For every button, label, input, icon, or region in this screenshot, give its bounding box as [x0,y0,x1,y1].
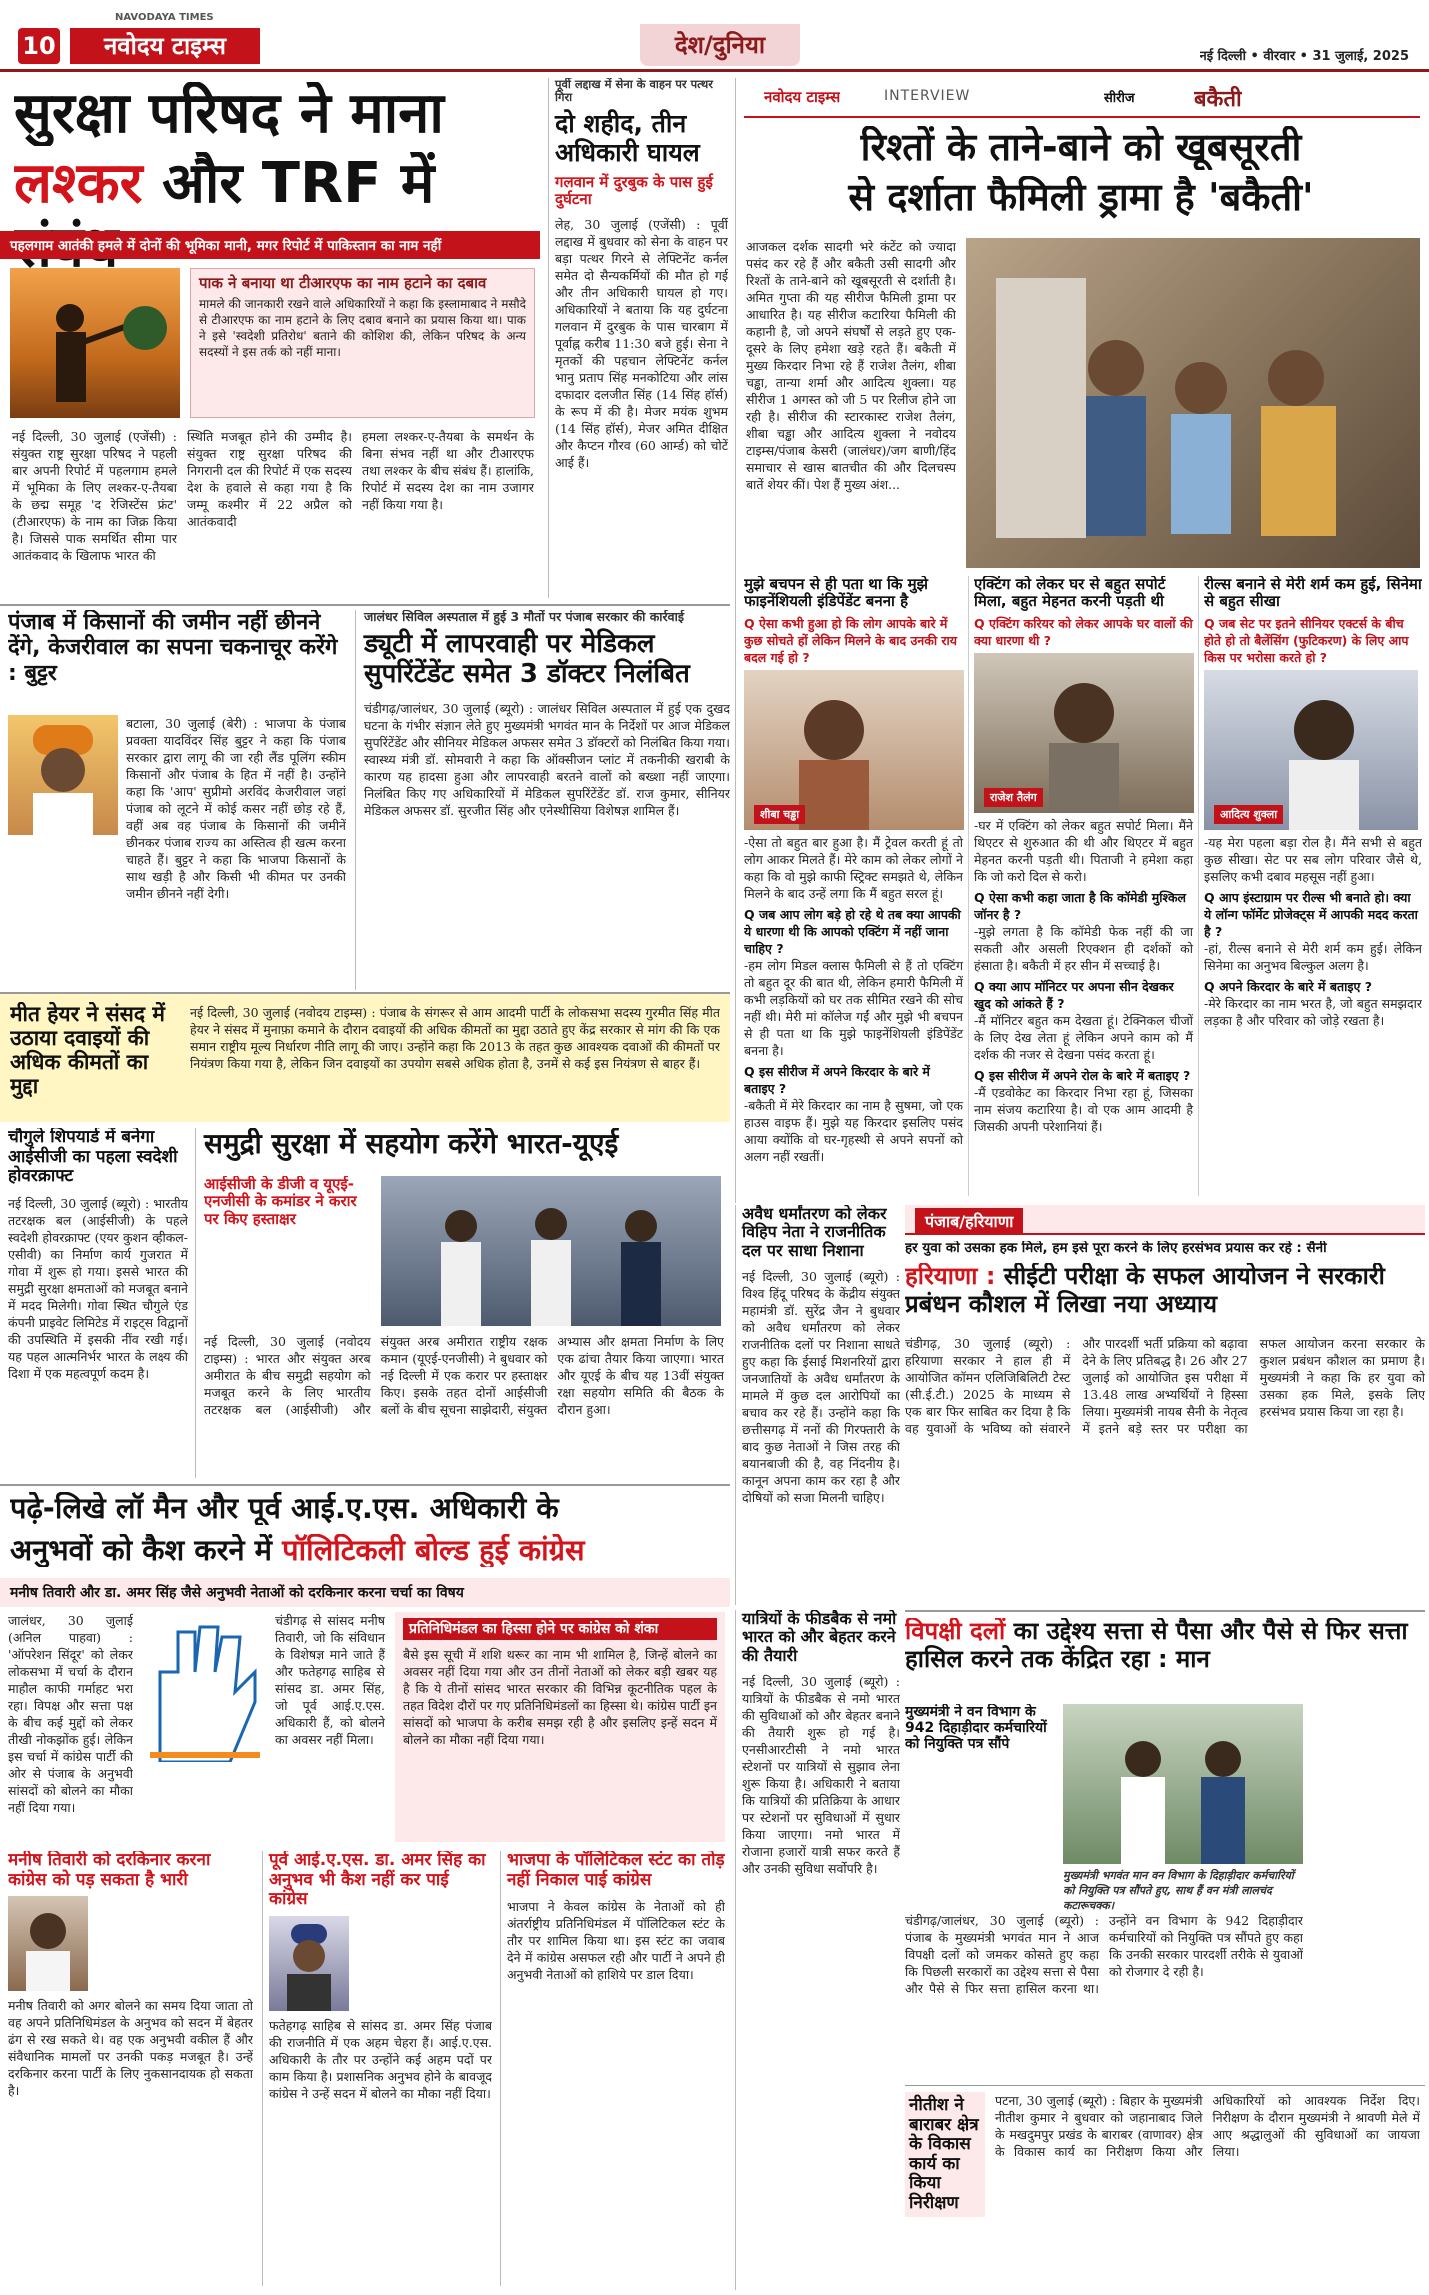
jalandhar-kicker: जालंधर सिविल अस्पताल में हुई 3 मौतों पर पंजाब सरकार की कार्रवाई [364,610,684,624]
col2-q3: Q क्या आप मॉनिटर पर अपना सीन देखकर खुद को आंकते हैं ? [974,978,1174,1011]
congress-hand-icon [140,1612,270,1762]
meet-hayer-title: मीत हेयर ने संसद में उठाया दवाइयों की अधिक कीमतों का मुद्दा [10,1002,165,1099]
punjab-haryana-title [905,1263,1425,1318]
section-banner-label: पंजाब/हरियाणा [915,1208,1023,1234]
congress-title-2 [10,1534,725,1567]
interview-col-1 [744,576,969,1196]
congress-hand-logo [140,1612,270,1762]
col3-q3: Q अपने किरदार के बारे में बताइए ? [1204,978,1372,994]
shipyard-story [8,1128,188,1478]
yatri-title: यात्रियों के फीडबैक से नमो भारत को और बेहतर करने की तैयारी [742,1610,897,1665]
rajesh-caption: राजेश तैलंग [984,788,1043,807]
col2-q2: Q ऐसा कभी कहा जाता है कि कॉमेडी मुश्किल जॉनर है ? [974,889,1187,922]
punjab-haryana-title-red: हरियाणा : [905,1263,996,1290]
shipyard-title: चौगुले शिपयार्ड में बनेगा आईसीजी का पहला स्वदेशी होवरक्राफ्ट [8,1128,178,1187]
lead-col-2: स्थिति मजबूत होने की उम्मीद है। संयुक्त राष्ट्र सुरक्षा परिषद की निगरानी दल की रिपोर्ट में एक सदस्य देश के हवाले से कहा गया है कि जम्मू कश्मीर में 22 अप्रैल को आतंकवादी [187,429,352,529]
mann-caption: मुख्यमंत्री भगवंत मान वन विभाग के दिहाड़ीदार कर्मचारियों को नियुक्ति पत्र सौंपते हुए, साथ हैं वन मंत्री लालचंद कटारूचक्क। [1063,1869,1294,1912]
meet-hayer-text: नई दिल्ली, 30 जुलाई (नवोदय टाइम्स) : पंजाब के संगरूर से आम आदमी पार्टी के लोकसभा सदस्य गुरमीत सिंह मीत हेयर ने संसद में मुनाफ़ा कमाने के दौरान दवाइयों की अधिक कीमतों का मुद्दा उठाते हुए केंद्र सरकार से मांग की कि एक समान राष्ट्रीय मूल्य निर्धारण नीति लागू की जाए। उन्होंने कहा कि 2013 के तहत कुछ आवश्यक दवाओं की कीमतों पर नियंत्रण किया गया है, लेकिन जिन दवाइयों का उपयोग सबसे अधिक होता है, उनमें से कई इस नियंत्रण से बाहर हैं। [190,1005,720,1071]
interview-section [735,78,1425,1203]
col1-text2: -हम लोग मिडल क्लास फैमिली से हैं तो एक्टिंग तो बहुत दूर की बात थी, लेकिन हमारी फैमिली में कभी लड़कियों को घर तक सीमित रखने की सोच नहीं थी। मेरी मां कॉलेज गईं और मुझे भी बचपन से ही पता था कि मुझे फाइनेंशियली इंडिपेंडेंट बनना है। [744,957,963,1058]
punjab-haryana-title-rest: सीईटी परीक्षा के सफल आयोजन ने सरकारी प्रबंधन कौशल में लिखा नया अध्याय [905,1263,1385,1318]
lead-title-red: लश्कर [14,152,143,216]
lead-col-1: नई दिल्ली, 30 जुलाई (एजेंसी) : संयुक्त राष्ट्र सुरक्षा परिषद ने पहली बार अपनी रिपोर्ट में पहलगाम हमले में भूमिका के लिए लश्कर-ए-तैयबा के छद्म समूह 'द रेजिस्टेंस फ्रंट' (टीआरएफ) के नाम का जिक्र किया है। जिससे पाक समर्थित सीमा पार आतंकवाद के खिलाफ भारत की [12,429,177,563]
col2-text1: -घर में एक्टिंग को लेकर बहुत सपोर्ट मिला। मैंने थिएटर से शुरुआत की थी और थिएटर में बहुत मेहनत करनी पड़ती थी। पिताजी ने हमेशा कहा कि जो करो दिल से करो। [974,817,1193,884]
maritime-story [195,1128,730,1478]
mann-photo [1063,1704,1303,1864]
sheeba-photo [744,670,964,830]
maritime-title: समुद्री सुरक्षा में सहयोग करेंगे भारत-यूएई [204,1128,619,1160]
buttar-photo [8,715,118,835]
maritime-sub: आईसीजी के डीजी व यूएई-एनजीसी के कमांडर ने करार पर किए हस्ताक्षर [204,1176,357,1228]
punjab-kejriwal-story [8,610,346,990]
col1-head: मुझे बचपन से ही पता था कि मुझे फाइनेंशियली इंडिपेंडेंट बनना है [744,576,928,611]
lead-story [0,78,540,598]
col1-q2: Q जब आप लोग बड़े हो रहे थे तब क्या आपकी ये धारणा थी कि आपको एक्टिंग में नहीं जाना चाहिए ? [744,906,961,956]
punjab-kejriwal-text: बटाला, 30 जुलाई (बेरी) : भाजपा के पंजाब प्रवक्ता यादविंदर सिंह बुट्टर ने कहा कि पंजाब सरकार द्वारा लागू की जा रही लैंड पूलिंग स्कीम किसानों और पंजाब के हित में नहीं है। उन्होंने कहा कि 'आप' सुप्रीमो अरविंद केजरीवाल जहां पंजाब को लूटने में कोई कसर नहीं छोड़ रहे हैं, वहीं अब वह पंजाब के किसानों की जमीनें छीनकर पंजाब राज्य का अस्तित्व ही खत्म करना चाहते हैं। बुट्टर ने कहा कि भाजपा किसानों के साथ खड़ी है और किसी भी कीमत पर उनकी जमीन छीनने नहीं देगी। [126,716,346,901]
aditya-photo [1204,670,1418,830]
congress-box [395,1612,725,1842]
col3-q2: Q आप इंस्टाग्राम पर रील्स भी बनाते हो। क्या ये लॉन्ग फॉर्मेट प्रोजेक्ट्स में आपकी मदद करता है ? [1204,889,1418,939]
soldier-silhouette-image [10,268,180,418]
congress-story [0,1484,730,2289]
interview-brand: नवोदय टाइम्स [764,88,841,106]
meet-hayer-story [0,992,730,1122]
ladakh-title: दो शहीद, तीन अधिकारी घायल [555,109,700,168]
interview-title-1: रिश्तों के ताने-बाने को खूबसूरती [860,126,1302,169]
jalandhar-story [355,610,730,990]
yatri-story [735,1610,900,2290]
paper-small-name: NAVODAYA TIMES [115,12,214,23]
rajesh-photo [974,653,1194,813]
dateline: नई दिल्ली • वीरवार • 31 जुलाई, 2025 [1199,49,1409,64]
ladakh-story [548,78,728,598]
jalandhar-text: चंडीगढ़/जालंधर, 30 जुलाई (ब्यूरो) : जालंधर सिविल अस्पताल में हुई एक दुखद घटना के गंभीर संज्ञान लेते हुए मुख्यमंत्री भगवंत मान के निर्देशों पर आज मेडिकल सुपरिंटेंडेंट और सीनियर मेडिकल अफसर समेत 3 डॉक्टरों को निलंबित किया गया। स्वास्थ्य मंत्री डॉ. सोमवारी ने कहा कि ऑक्सीजन प्लांट में तकनीकी खराबी के कारण यह हादसा हुआ और लापरवाही बरतने वालों को बख्शा नहीं जाएगा। निलंबित किए गए अधिकारियों में मेडिकल सुपरिंटेंडेंट डॉ. राज कुमार, सीनियर मेडिकल अफसर डॉ. सुरजीत सिंह और एनेस्थीसिया विशेषज्ञ शामिल हैं। [364,701,730,819]
interview-series: सीरीज [1104,91,1135,106]
congress-title-1: पढ़े-लिखे लॉ मैन और पूर्व आई.ए.एस. अधिकारी के [10,1492,559,1525]
congress-text-1: जालंधर, 30 जुलाई (अनिल पाहवा) : 'ऑपरेशन सिंदूर' को लेकर लोकसभा में चर्चा के दौरान माहौल काफी गर्माहट भरा रहा। विपक्ष और सत्ता पक्ष के बीच कई मुद्दों को लेकर तीखी नोकझोंक हुई। लेकिन इस चर्चा में कांग्रेस पार्टी की ओर से पंजाब के अनुभवी सांसदों को बोलने का मौका नहीं दिया गया। [8,1613,133,1815]
col3-text1: -यह मेरा पहला बड़ा रोल है। मैंने सभी से बहुत कुछ सीखा। सेट पर सब लोग परिवार जैसे थे, इसलिए कभी दबाव महसूस नहीं हुआ। [1204,834,1422,884]
congress-strap: मनीष तिवारी और डा. अमर सिंह जैसे अनुभवी नेताओं को दरकिनार करना चर्चा का विषय [0,1578,730,1607]
congress-box-title: प्रतिनिधिमंडल का हिस्सा होने पर कांग्रेस को शंका [403,1618,717,1640]
lead-title-line2 [14,152,534,281]
congress-sub-1-title: मनीष तिवारी को दरकिनार करना कांग्रेस को पड़ सकता है भारी [8,1851,211,1890]
lead-strap: पहलगाम आतंकी हमले में दोनों की भूमिका मानी, मगर रिपोर्ट में पाकिस्तान का नाम नहीं [0,231,540,259]
col2-text2: -मुझे लगता है कि कॉमेडी फेक नहीं की जा सकती और असली रिएक्शन ही दर्शकों को हंसाता है। बकैती में हर सीन में सच्चाई है। [974,923,1193,973]
mann-title-rest: का उद्देश्य सत्ता से पैसा और पैसे से फिर सत्ता हासिल करने तक केंद्रित रहा : मान [905,1618,1408,1673]
mann-title-red: विपक्षी दलों [905,1618,1006,1645]
col1-q3: Q इस सीरीज में अपने किरदार के बारे में बताइए ? [744,1063,930,1096]
congress-sub-2 [262,1851,492,2286]
col2-q4: Q इस सीरीज में अपने रोल के बारे में बताइए ? [974,1067,1191,1083]
congress-sub-2-title: पूर्व आई.ए.एस. डा. अमर सिंह का अनुभव भी कैश नहीं कर पाई कांग्रेस [269,1851,486,1910]
shipyard-text: नई दिल्ली, 30 जुलाई (ब्यूरो) : भारतीय तटरक्षक बल (आईसीजी) के पहले स्वदेशी होवरक्राफ्ट (एयर कुशन व्हीकल-एसीवी) का निर्माण कार्य गुजरात में गोवा में शुरू हो गया। इससे भारत की समुद्री सुरक्षा क्षमताओं को मजबूत बनाने में मदद मिलेगी। गोवा स्थित चौगुले एंड कंपनी प्राइवेट लिमिटेड में राइट्स विद्वानों की उपस्थिति में इसकी नींव रखी गई। यह पहल आत्मनिर्भर भारत के लक्ष्य की दिशा में एक महत्वपूर्ण कदम है। [8,1195,188,1381]
ladakh-sub: गलवान में दुरबुक के पास हुई दुर्घटना [555,172,713,209]
congress-sub-2-text: फतेहगढ़ साहिब से सांसद डा. अमर सिंह पंजाब की राजनीति में एक अहम चेहरा हैं। आई.ए.एस. अधिकारी के तौर पर उन्होंने कई अहम पदों पर काम किया है। प्रशासनिक अनुभव होने के बावजूद कांग्रेस ने उन्हें सदन में बोलने का मौका नहीं दिया। [269,2017,492,2101]
interview-col-2 [974,576,1199,1196]
col1-text3: -बकैती में मेरे किरदार का नाम है सुषमा, जो एक हाउस वाइफ हैं। मुझे यह किरदार इसलिए पसंद आया क्योंकि वो घर-गृहस्थी से अपने सपनों को अलग नहीं रखतीं। [744,1097,963,1164]
paper-name: नवोदय टाइम्स [70,28,260,64]
interview-col-3 [1204,576,1422,1196]
col3-text2: -हां, रील्स बनाने से मेरी शर्म कम हुई। लेकिन सिनेमा का अनुभव बिल्कुल अलग है। [1204,940,1422,973]
section-banner [905,1205,1425,1235]
congress-text-2: चंडीगढ़ से सांसद मनीष तिवारी, जो कि संविधान के विशेषज्ञ माने जाते हैं और फतेहगढ़ साहिब से सांसद डा. अमर सिंह, जो पूर्व आई.ए.एस. अधिकारी हैं, को बोलने का अवसर नहीं मिला। [275,1613,385,1747]
lead-title-rest: और TRF में [162,152,435,216]
sheeba-caption: शीबा चड्ढा [754,805,805,824]
congress-sub-3-text: भाजपा ने केवल कांग्रेस के नेताओं को ही अंतर्राष्ट्रीय प्रतिनिधिमंडल में पॉलिटिकल स्टंट के तौर पर शामिल किया था। इस स्टंट का जवाब देने में कांग्रेस असफल रही और पार्टी ने अपने ही अनुभवी नेताओं को हाशिये पर डाल दिया। [507,1899,725,1983]
col3-head: रील्स बनाने से मेरी शर्म कम हुई, सिनेमा से बहुत सीखा [1204,576,1422,611]
dharmantaran-title: अवैध धर्मांतरण को लेकर विहिप नेता ने राजनीतिक दल पर साधा निशाना [742,1205,887,1260]
col2-head: एक्टिंग को लेकर घर से बहुत सपोर्ट मिला, बहुत मेहनत करनी पड़ती थी [974,576,1166,611]
congress-sub-3 [500,1851,725,2286]
col3-q1: Q जब सेट पर इतने सीनियर एक्टर्स के बीच होते हो तो बैलेंसिंग (फुटिकरण) के लिए आप किस पर भरोसा करते हो ? [1204,615,1409,665]
lead-title-line1: सुरक्षा परिषद ने माना [14,82,444,146]
divider [0,604,730,606]
dharmantaran-story [735,1205,900,1605]
lead-box-title: पाक ने बनाया था टीआरएफ का नाम हटाने का दबाव [199,274,487,292]
col2-text4: -मैं एडवोकेट का किरदार निभा रहा हूं, जिसका नाम संजय कटारिया है। वो एक आम आदमी है जिसकी अपनी परेशानियां हैं। [974,1084,1193,1134]
jalandhar-title: ड्यूटी में लापरवाही पर मेडिकल सुपरिंटेंडेंट समेत 3 डॉक्टर निलंबित [364,629,690,690]
congress-box-text: बैसे इस सूची में शशि थरूर का नाम भी शामिल है, जिन्हें बोलने का अवसर नहीं दिया गया और उन तीनों नेताओं को लेकर बड़ी खबर यह है कि ये तीनों सांसद भारत सरकार की विभिन्न कूटनीतिक पहल के तहत विदेश दौरों पर गए प्रतिनिधिमंडलों का हिस्सा थे। कांग्रेस पार्टी इन सांसदों को भाजपा के करीब समझ रही है और इसलिए इन्हें सदन में बोलने का मौका नहीं दिया गया। [403,1647,717,1748]
congress-sub-3-title: भाजपा के पॉलिटिकल स्टंट का तोड़ नहीं निकाल पाई कांग्रेस [507,1851,725,1890]
masthead [0,0,1429,72]
punjab-haryana-text: चंडीगढ़, 30 जुलाई (ब्यूरो) : हरियाणा सरकार ने हाल ही में आयोजित कॉमन एलिजिबिलिटी टेस्ट (सी.ई.टी.) 2025 के माध्यम से एक बार फिर साबित कर दिया है कि वह युवाओं के भविष्य को संवारने और पारदर्शी भर्ती प्रक्रिया को बढ़ावा देने के लिए प्रतिबद्ध है। 26 और 27 जुलाई को आयोजित इस परीक्षा में 13.48 लाख अभ्यर्थियों ने हिस्सा लिया। मुख्यमंत्री नायब सैनी के नेतृत्व में इतने बड़े स्तर पर परीक्षा का सफल आयोजन करना सरकार के कुशल प्रबंधन कौशल का प्रमाण है। मुख्यमंत्री ने कहा कि हर युवा को उसका हक मिले, इसके लिए हरसंभव प्रयास किया जा रहा है। [905,1336,1425,1436]
mann-title [905,1618,1425,1673]
aditya-caption: आदित्य शुक्ला [1214,805,1283,824]
page-number: 10 [18,28,60,64]
amar-singh-photo [269,1916,349,2011]
yatri-text: नई दिल्ली, 30 जुलाई (ब्यूरो) : यात्रियों के फीडबैक से नमो भारत की सुविधाओं को और बेहतर बनाने की तैयारी शुरू हो गई है। एनसीआरटीसी ने नमो भारत स्टेशनों पर यात्रियों से सुझाव लेना शुरू किया है। अधिकारी ने बताया कि यात्रियों की प्रतिक्रिया के आधार पर स्टेशनों पर सुविधाओं में सुधार किया जाएगा। नमो भारत में रोजाना हजारों यात्री सफर करते हैं और उनकी सुविधा सर्वोपरि है। [742,1674,900,1877]
punjab-haryana-kicker: हर युवा को उसका हक मिले, हम इसे पूरा करने के लिए हरसंभव प्रयास कर रहे : सैनी [905,1241,1327,1256]
punjab-haryana-section [905,1205,1425,1605]
section-label: देश/दुनिया [640,24,800,66]
interview-tag: INTERVIEW [884,88,971,104]
congress-sub-1-text: मनीष तिवारी को अगर बोलने का समय दिया जाता तो वह अपने प्रतिनिधिमंडल के अनुभव को सदन में बेहतर ढंग से रख सकते थे। वह एक अनुभवी वकील हैं और संवैधानिक मामलों पर उनकी पकड़ मजबूत है। उन्हें दरकिनार करना पार्टी के लिए नुकसानदायक हो सकता है। [8,1998,253,2099]
col1-text1: -ऐसा तो बहुत बार हुआ है। मैं ट्रेवल करती हूं तो लोग आकर मिलते हैं। मेरे काम को लेकर लोगों ने कहा कि वो मुझे काफी स्ट्रिक्ट समझते थे, लेकिन मिलने के बाद उन्हें लगा कि मैं बहुत सरल हूं। [744,834,963,901]
ladakh-kicker: पूर्वी लद्दाख में सेना के वाहन पर पत्थर गिरा [555,78,713,105]
lead-box [190,268,535,418]
col1-q1: Q ऐसा कभी हुआ हो कि लोग आपके बारे में कुछ सोचते हों लेकिन मिलने के बाद उनकी राय बदल गई हो ? [744,615,958,665]
maritime-signing-photo [381,1176,721,1326]
congress-title-red: पॉलिटिकली बोल्ड हुई कांग्रेस [282,1534,585,1567]
interview-title-2: से दर्शाता फैमिली ड्रामा है 'बकैती' [848,176,1314,219]
col2-text3: -मैं मॉनिटर बहुत कम देखता हूं। टेक्निकल चीजों के लिए देख लेता हूं लेकिन अपने काम को मैं दर्शक की नजर से देखना पसंद करता हूं। [974,1012,1193,1062]
col3-text3: -मेरे किरदार का नाम भरत है, जो बहुत समझदार लड़का है और परिवार को जोड़े रखता है। [1204,995,1422,1028]
congress-sub-1 [8,1851,253,2286]
interview-show: बकैती [1194,87,1242,112]
nitish-title: नीतीश ने बाराबर क्षेत्र के विकास कार्य का किया निरीक्षण [905,2092,985,2217]
cast-group-photo [966,238,1420,568]
interview-intro: आजकल दर्शक सादगी भरे कंटेंट को ज्यादा पसंद कर रहे हैं और बकैती उसी सादगी और रिश्तों के ताने-बाने को खूबसूरती से दर्शाती है। अमित गुप्ता की यह सीरीज फैमिली ड्रामा पर आधारित है। यह सीरीज कटारिया फैमिली की कहानी है, जो अपने संघर्षों से लड़ते हुए एक-दूसरे के लिए हमेशा खड़े रहते हैं। बकैती में मुख्य किरदार निभा रहे हैं राजेश तैलंग, शीबा चड्ढा, तान्या शर्मा और आदित्य शुक्ला। यह सीरीज 1 अगस्त को जी 5 पर रिलीज होने जा रही है। सीरीज की स्टारकास्ट राजेश तैलंग, शीबा चड्ढा और आदित्य शुक्ला ने नवोदय टाइम्स/पंजाब केसरी (जालंधर)/जग बाणी/हिंद समाचार से खास बातचीत की और दिलचस्प बातें शेयर कीं। पेश हैं मुख्य अंश... [746,239,956,492]
lead-col-3: हमला लश्कर-ए-तैयबा के समर्थन के बिना संभव नहीं था और टीआरएफ तथा लश्कर के बीच संबंध हैं। हालांकि, रिपोर्ट में सदस्य देश का नाम उजागर नहीं किया गया है। [362,429,534,512]
nitish-story [905,2085,1425,2290]
mann-story [905,1610,1425,2080]
mann-sub: मुख्यमंत्री ने वन विभाग के 942 दिहाड़ीदार कर्मचारियों को नियुक्ति पत्र सौंपे [905,1704,1047,1753]
manish-tewari-photo [8,1896,88,1991]
ladakh-text: लेह, 30 जुलाई (एजेंसी) : पूर्वी लद्दाख में बुधवार को सेना के वाहन पर बड़ा पत्थर गिरने से लेफ्टिनेंट कर्नल समेत दो सैन्यकर्मियों की मौत हो गई और तीन अधिकारी घायल हो गए। अधिकारियों ने बताया कि यह दुर्घटना गलवान में दुरबुक के पास चारबाग में पूर्वाह्न करीब 11:30 बजे हुई। सेना ने मृतकों की पहचान लेफ्टिनेंट कर्नल भानु प्रताप सिंह मनकोटिया और लांस दफादार दलजीत सिंह (14 सिंह हॉर्स) के रूप में की है। मेजर मयंक शुभम (14 सिंह हॉर्स), मेजर अमित दीक्षित और कैप्टन गौरव (60 आर्म्ड) को चोटें आई हैं। [555,217,728,471]
soldier-icon [10,268,180,418]
maritime-text: नई दिल्ली, 30 जुलाई (नवोदय टाइम्स) : भारत और संयुक्त अरब अमीरात के बीच समुद्री सहयोग को मजबूत करने के लिए भारतीय तटरक्षक बल (आईसीजी) और संयुक्त अरब अमीरात राष्ट्रीय रक्षक कमान (यूएई-एनजीसी) ने बुधवार को नई दिल्ली में एक करार पर हस्ताक्षर किए। इसके तहत दोनों आईसीजी बलों के बीच सूचना साझेदारी, संयुक्त अभ्यास और क्षमता निर्माण के लिए एक ढांचा तैयार किया जाएगा। भारत और यूएई के बीच यह 13वीं संयुक्त रक्षा सहयोग समिति की बैठक के दौरान हुआ। [204,1334,724,1417]
punjab-kejriwal-title: पंजाब में किसानों की जमीन नहीं छीनने देंगे, केजरीवाल का सपना चकनाचूर करेंगे : बुट्टर [8,610,338,686]
interview-banner [744,78,1420,118]
dharmantaran-text: नई दिल्ली, 30 जुलाई (ब्यूरो) : विश्व हिंदू परिषद के केंद्रीय संयुक्त महामंत्री डॉ. सुरेंद्र जैन ने बुधवार को अवैध धर्मांतरण को लेकर राजनीतिक दलों पर निशाना साधते हुए कहा कि ईसाई मिशनरियों द्वारा जनजातियों के अवैध धर्मांतरण के मामले में कुछ दल आरोपियों का बचाव कर रहे हैं। उन्होंने कहा कि छत्तीसगढ़ में ननों की गिरफ्तारी के बाद कुछ नेताओं ने जिस तरह की बयानबाजी की है, वह निंदनीय है। कानून अपना काम कर रहा है और दोषियों को सजा मिलनी चाहिए। [742,1269,900,1506]
congress-title-2-rest: अनुभवों को कैश करने में [10,1534,273,1567]
mann-text: चंडीगढ़/जालंधर, 30 जुलाई (ब्यूरो) : पंजाब के मुख्यमंत्री भगवंत मान ने आज विपक्षी दलों को जमकर कोसते हुए कहा कि पिछली सरकारों का उद्देश्य सत्ता से पैसा और पैसे से फिर सत्ता हासिल करना था। उन्होंने वन विभाग के 942 दिहाड़ीदार कर्मचारियों को नियुक्ति पत्र सौंपते हुए कहा कि उनकी सरकार पारदर्शी तरीके से युवाओं को रोजगार दे रही है। [905,1913,1303,1996]
lead-box-text: मामले की जानकारी रखने वाले अधिकारियों ने कहा कि इस्लामाबाद ने मसौदे से टीआरएफ का नाम हटाने के लिए दबाव बनाने का प्रयास किया था। पाक ने इसे 'स्वदेशी प्रतिरोध' बताने की कोशिश की, लेकिन परिषद के अन्य सदस्यों ने इस तर्क को नहीं माना। [199,297,526,360]
nitish-text: पटना, 30 जुलाई (ब्यूरो) : बिहार के मुख्यमंत्री नीतीश कुमार ने बुधवार को जहानाबाद जिले के मखदुमपुर प्रखंड के बाराबर (वाणावर) क्षेत्र के विकास कार्य का निरीक्षण किया और अधिकारियों को आवश्यक निर्देश दिए। निरीक्षण के दौरान मुख्यमंत्री ने श्रावणी मेले में आए श्रद्धालुओं की सुविधाओं का जायजा लिया। [995,2093,1420,2159]
col2-q1: Q एक्टिंग करियर को लेकर आपके घर वालों की क्या धारणा थी ? [974,615,1193,648]
